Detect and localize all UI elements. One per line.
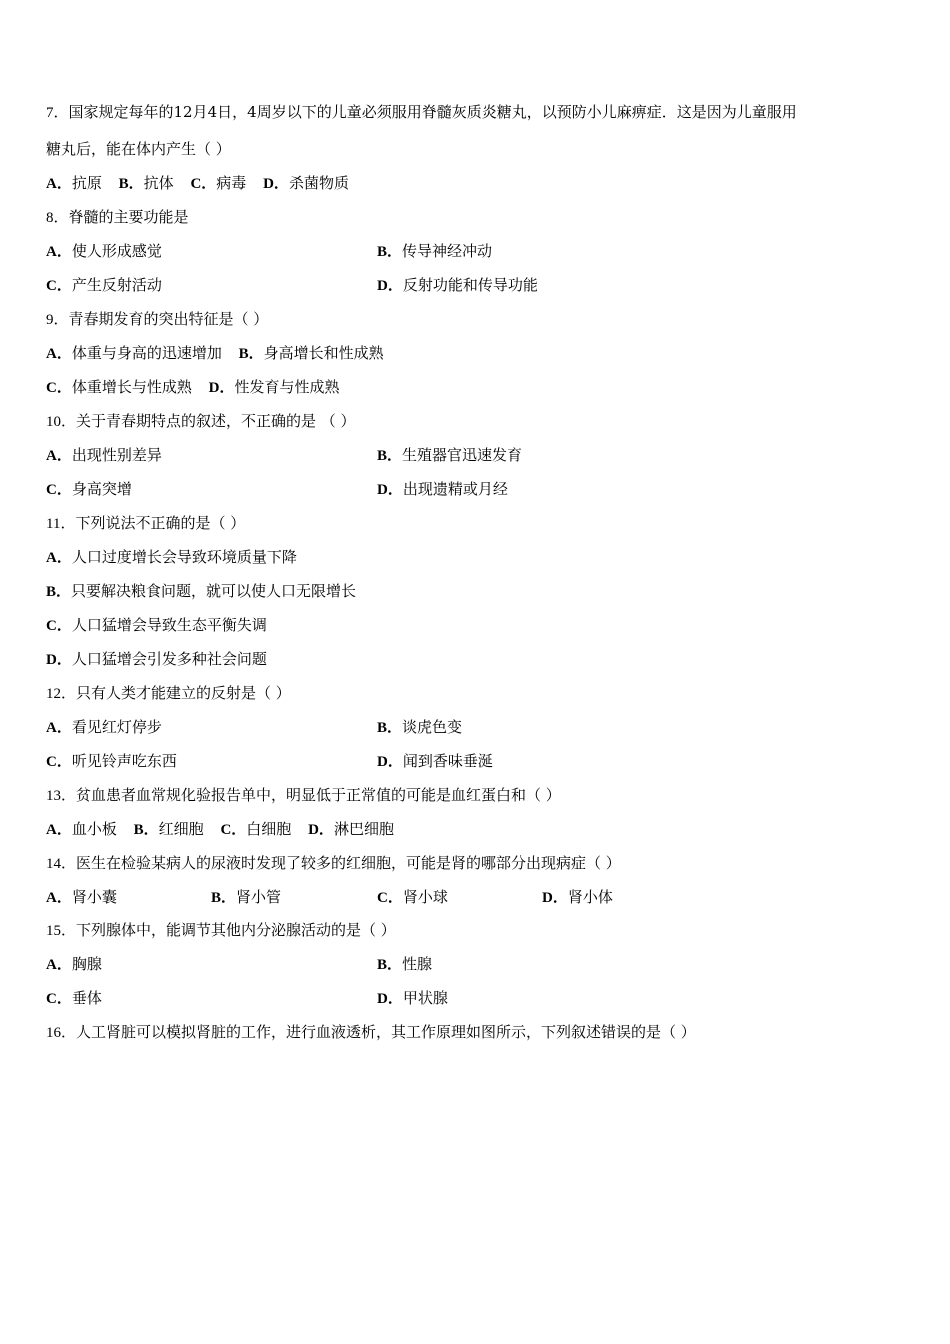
option-letter: B． <box>46 584 72 600</box>
question-11-option-b[interactable] <box>46 581 356 601</box>
option-letter: C． <box>220 822 247 838</box>
question-11-option-d[interactable] <box>46 649 267 669</box>
option-letter: B． <box>377 448 403 464</box>
option-letter: B． <box>377 244 403 260</box>
option-text: 看见红灯停步 <box>71 718 162 736</box>
option-text: 肾小球 <box>402 888 448 906</box>
option-letter: A． <box>46 822 72 838</box>
question-text: 下列说法不正确的是（ ） <box>75 514 246 532</box>
option-letter: B． <box>118 176 144 192</box>
option-letter: C． <box>46 991 72 1007</box>
option-letter: B． <box>133 822 159 838</box>
option-letter: D． <box>377 754 403 770</box>
option-letter: D． <box>208 380 235 396</box>
question-text: 关于青春期特点的叙述，不正确的是 （ ） <box>76 412 356 430</box>
question-text: 医生在检验某病人的尿液时发现了较多的红细胞，可能是肾的哪部分出现病症（ ） <box>76 854 621 872</box>
option-letter: D． <box>308 822 334 838</box>
question-14-stem <box>46 853 621 873</box>
option-letter: A． <box>46 550 72 566</box>
option-text: 白细胞 <box>246 820 292 838</box>
option-text: 甲状腺 <box>402 989 448 1007</box>
option-text: 抗原 <box>71 174 102 192</box>
option-letter: C． <box>46 278 72 294</box>
option-a[interactable] <box>46 174 102 192</box>
option-text: 出现性别差异 <box>71 446 162 464</box>
option-text: 产生反射活动 <box>71 276 162 294</box>
option-letter: A． <box>46 176 72 192</box>
option-text: 使人形成感觉 <box>71 242 162 260</box>
question-8-option-b[interactable] <box>377 241 492 261</box>
question-14-option-c[interactable] <box>377 887 448 907</box>
option-letter: C． <box>46 380 72 396</box>
question-10-stem <box>46 411 356 431</box>
question-13-options <box>46 819 406 839</box>
option-c[interactable] <box>46 378 192 396</box>
option-text: 体重与身高的迅速增加 <box>71 344 222 362</box>
question-11-option-a[interactable] <box>46 547 297 567</box>
option-a[interactable] <box>46 344 222 362</box>
question-text: 人工肾脏可以模拟肾脏的工作，进行血液透析，其工作原理如图所示，下列叙述错误的是（ ） <box>76 1023 696 1041</box>
question-number: 13． <box>46 788 77 804</box>
option-letter: D． <box>377 991 403 1007</box>
option-letter: A． <box>46 448 72 464</box>
option-letter: D． <box>542 890 568 906</box>
question-15-option-d[interactable] <box>377 988 448 1008</box>
option-text: 抗体 <box>143 174 174 192</box>
option-text: 听见铃声吃东西 <box>71 752 177 770</box>
option-letter: C． <box>46 482 72 498</box>
option-text: 杀菌物质 <box>288 174 349 192</box>
option-letter: C． <box>46 754 72 770</box>
question-text: 下列腺体中，能调节其他内分泌腺活动的是（ ） <box>76 921 396 939</box>
question-9-options-row1 <box>46 343 396 363</box>
option-letter: B． <box>377 957 403 973</box>
question-10-option-d[interactable] <box>377 479 508 499</box>
question-16-stem <box>46 1022 696 1042</box>
question-text: 脊髓的主要功能是 <box>68 208 189 226</box>
option-letter: C． <box>190 176 217 192</box>
question-number: 8． <box>46 210 69 226</box>
option-text: 反射功能和传导功能 <box>402 276 538 294</box>
option-text: 谈虎色变 <box>402 718 463 736</box>
question-10-option-b[interactable] <box>377 445 522 465</box>
question-7-options <box>46 173 361 193</box>
option-text: 肾小管 <box>236 888 282 906</box>
option-letter: A． <box>46 890 72 906</box>
question-12-option-b[interactable] <box>377 717 462 737</box>
option-a[interactable] <box>46 820 117 838</box>
option-text: 血小板 <box>71 820 117 838</box>
option-text: 肾小体 <box>567 888 613 906</box>
option-text: 病毒 <box>216 174 247 192</box>
question-14-option-d[interactable] <box>542 887 613 907</box>
option-d[interactable] <box>308 820 394 838</box>
question-8-option-a[interactable] <box>46 241 162 261</box>
question-number: 14． <box>46 856 77 872</box>
option-text: 身高突增 <box>71 480 132 498</box>
question-11-stem <box>46 513 245 533</box>
option-c[interactable] <box>190 174 246 192</box>
question-number: 10． <box>46 414 77 430</box>
question-number: 16． <box>46 1025 77 1041</box>
question-text: 青春期发育的突出特征是（ ） <box>68 310 269 328</box>
question-14-option-b[interactable] <box>211 887 281 907</box>
question-7-stem-line1 <box>46 102 797 122</box>
question-12-option-c[interactable] <box>46 751 177 771</box>
option-text: 人口猛增会导致生态平衡失调 <box>71 616 267 634</box>
question-number: 12． <box>46 686 77 702</box>
option-letter: B． <box>238 346 264 362</box>
option-letter: A． <box>46 346 72 362</box>
option-letter: A． <box>46 720 72 736</box>
question-text: 只有人类才能建立的反射是（ ） <box>76 684 291 702</box>
option-letter: B． <box>211 890 237 906</box>
option-letter: D． <box>377 278 403 294</box>
question-15-option-b[interactable] <box>377 954 432 974</box>
option-text: 身高增长和性成熟 <box>263 344 384 362</box>
option-text: 传导神经冲动 <box>402 242 493 260</box>
question-10-option-a[interactable] <box>46 445 162 465</box>
option-d[interactable] <box>209 378 340 396</box>
question-number: 15． <box>46 923 77 939</box>
option-b[interactable] <box>119 174 174 192</box>
question-text: 国家规定每年的12月4日，4周岁以下的儿童必须服用脊髓灰质炎糖丸，以预防小儿麻痹症．这是因为儿童服用 <box>68 103 797 121</box>
question-text: 贫血患者血常规化验报告单中，明显低于正常值的可能是血红蛋白和（ ） <box>76 786 561 804</box>
question-8-option-c[interactable] <box>46 275 162 295</box>
option-b[interactable] <box>134 820 204 838</box>
question-9-options-row2 <box>46 377 352 397</box>
option-letter: A． <box>46 957 72 973</box>
question-8-stem <box>46 207 189 227</box>
question-12-option-d[interactable] <box>377 751 493 771</box>
question-number: 11． <box>46 516 76 532</box>
option-text: 肾小囊 <box>71 888 117 906</box>
option-d[interactable] <box>263 174 349 192</box>
question-15-stem <box>46 920 396 940</box>
option-text: 性腺 <box>402 955 433 973</box>
option-text: 体重增长与性成熟 <box>71 378 192 396</box>
option-text: 只要解决粮食问题，就可以使人口无限增长 <box>71 582 357 600</box>
question-11-option-c[interactable] <box>46 615 267 635</box>
option-b[interactable] <box>239 344 384 362</box>
question-8-option-d[interactable] <box>377 275 538 295</box>
question-12-stem <box>46 683 291 703</box>
option-letter: D． <box>377 482 403 498</box>
option-letter: A． <box>46 244 72 260</box>
question-15-option-c[interactable] <box>46 988 102 1008</box>
option-letter: D． <box>46 652 72 668</box>
question-12-option-a[interactable] <box>46 717 162 737</box>
option-letter: D． <box>263 176 289 192</box>
question-number: 9． <box>46 312 69 328</box>
option-letter: C． <box>46 618 72 634</box>
question-9-stem <box>46 309 268 329</box>
question-text: 糖丸后，能在体内产生（ ） <box>46 140 231 158</box>
option-text: 性发育与性成熟 <box>234 378 340 396</box>
question-7-stem-line2 <box>46 139 231 159</box>
option-text: 红细胞 <box>158 820 204 838</box>
option-text: 垂体 <box>71 989 102 1007</box>
question-14-option-a[interactable] <box>46 887 117 907</box>
option-c[interactable] <box>220 820 291 838</box>
question-number: 7． <box>46 105 69 121</box>
option-text: 人口猛增会引发多种社会问题 <box>71 650 267 668</box>
option-letter: C． <box>377 890 403 906</box>
option-text: 闻到香味垂涎 <box>402 752 493 770</box>
question-13-stem <box>46 785 561 805</box>
option-text: 出现遗精或月经 <box>402 480 508 498</box>
option-text: 淋巴细胞 <box>333 820 394 838</box>
option-text: 胸腺 <box>71 955 102 973</box>
option-text: 人口过度增长会导致环境质量下降 <box>71 548 297 566</box>
option-text: 生殖器官迅速发育 <box>402 446 523 464</box>
option-letter: B． <box>377 720 403 736</box>
question-15-option-a[interactable] <box>46 954 102 974</box>
question-10-option-c[interactable] <box>46 479 132 499</box>
